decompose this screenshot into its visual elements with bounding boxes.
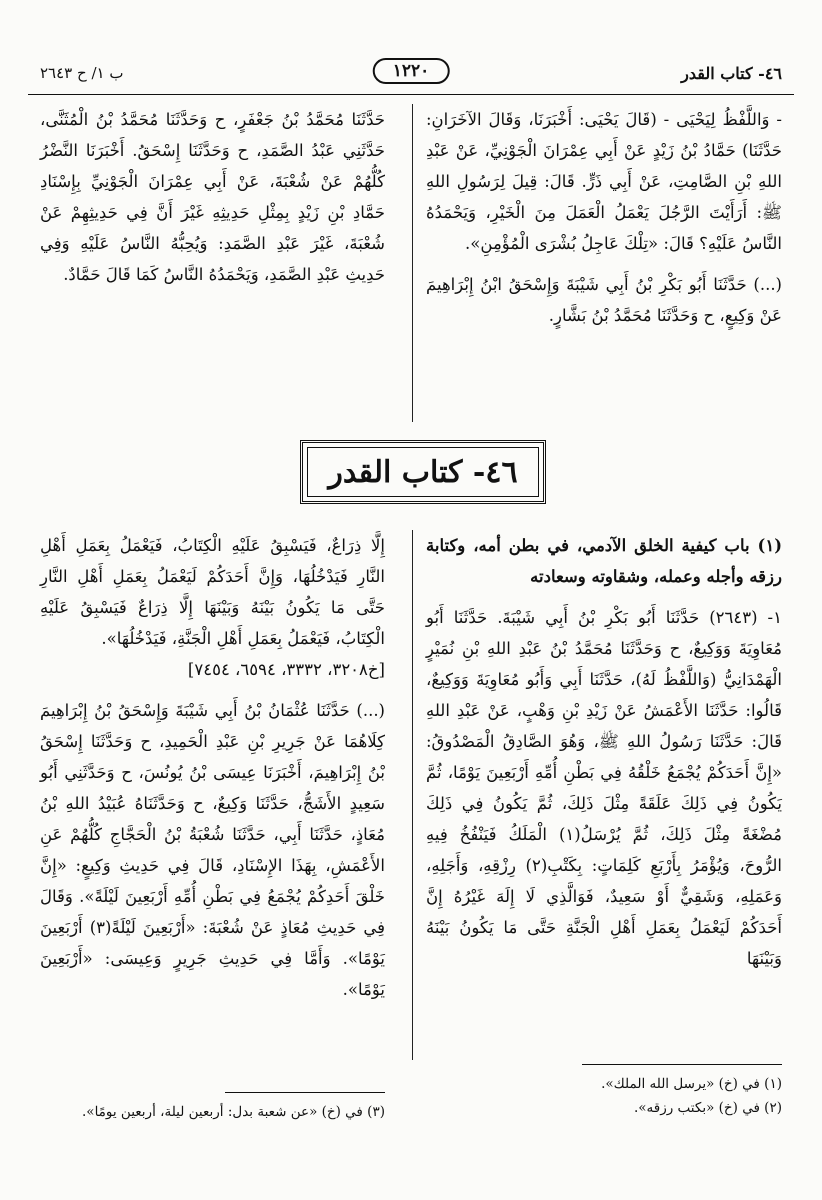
chapter-heading: (١) باب كيفية الخلق الآدمي، في بطن أمه، وكتابة رزقه وأجله وعمله، وشقاوته وسعادته (426, 536, 782, 586)
column-divider-top (412, 104, 413, 422)
footnote-rule-right (582, 1064, 782, 1065)
book-title-inner-border (307, 447, 539, 497)
paragraph: ١- (٢٦٤٣) حَدَّثَنَا أَبُو بَكْرِ بْنُ أَبِي شَيْبَةَ. حَدَّثَنَا أَبُو مُعَاوِيَةَ وَوَكِيعٌ، ح وَحَدَّثَنَا مُحَمَّدُ بْنُ عَبْدِ اللهِ بْنِ نُمَيْرٍ الْهَمْدَانِيُّ (وَاللَّفْظُ لَهُ)، حَدَّثَنَا أَبِي وَأَبُو مُعَاوِيَةَ وَوَكِيعٌ، قَالُوا: حَدَّثَنَا الأَعْمَشُ عَنْ زَيْدِ بْنِ وَهْبٍ، عَنْ عَبْدِ اللهِ قَالَ: حَدَّثَنَا رَسُولُ اللهِ ﷺ، وَهُوَ الصَّادِقُ الْمَصْدُوقُ: «إِنَّ أَحَدَكُمْ يُجْمَعُ خَلْقُهُ فِي بَطْنِ أُمِّهِ أَرْبَعِينَ يَوْمًا، ثُمَّ يَكُونُ فِي ذَلِكَ عَلَقَةً مِثْلَ ذَلِكَ، ثُمَّ يَكُونُ فِي ذَلِكَ مُضْغَةً مِثْلَ ذَلِكَ، ثُمَّ يُرْسَلُ(١) الْمَلَكُ فَيَنْفُخُ فِيهِ الرُّوحَ، وَيُؤْمَرُ بِأَرْبَعِ كَلِمَاتٍ: بِكَتْبِ(٢) رِزْقِهِ، وَأَجَلِهِ، وَعَمَلِهِ، وَشَقِيٌّ أَوْ سَعِيدٌ، فَوَالَّذِي لَا إِلَهَ غَيْرُهُ إِنَّ أَحَدَكُمْ لَيَعْمَلُ بِعَمَلِ أَهْلِ الْجَنَّةِ حَتَّى مَا يَكُونُ بَيْنَهُ وَبَيْنَهَا (426, 608, 782, 968)
paragraph: إِلَّا ذِرَاعٌ، فَيَسْبِقُ عَلَيْهِ الْكِتَابُ، فَيَعْمَلُ بِعَمَلِ أَهْلِ النَّارِ فَيَدْخُلُهَا، وَإِنَّ أَحَدَكُمْ لَيَعْمَلُ بِعَمَلِ أَهْلِ النَّارِ حَتَّى مَا يَكُونُ بَيْنَهُ وَبَيْنَهَا إِلَّا ذِرَاعٌ فَيَسْبِقُ عَلَيْهِ الْكِتَابُ، فَيَعْمَلُ بِعَمَلِ أَهْلِ الْجَنَّةِ، فَيَدْخُلُهَا». (40, 536, 385, 648)
page-number: ١٢٢٠ (373, 58, 450, 84)
footnotes-right (426, 1072, 782, 1120)
footnotes-left (40, 1100, 385, 1124)
top-left-column (40, 104, 385, 290)
book-title-frame (300, 440, 546, 504)
paragraph: حَدَّثَنَا مُحَمَّدُ بْنُ جَعْفَرٍ، ح وَحَدَّثَنَا مُحَمَّدُ بْنُ الْمُثَنَّى، حَدَّثَنِي عَبْدُ الصَّمَدِ، ح وَحَدَّثَنَا إِسْحَقُ. أَخْبَرَنَا النَّضْرُ كُلُّهُمْ عَنْ شُعْبَةَ، عَنْ أَبِي عِمْرَانَ الْجَوْنِيِّ بِإِسْنَادِ حَمَّادِ بْنِ زَيْدٍ بِمِثْلِ حَدِيثِهِ غَيْرَ أَنَّ فِي حَدِيثِهِمْ عَنْ شُعْبَةَ، غَيْرَ عَبْدِ الصَّمَدِ: وَيُحِبُّهُ النَّاسُ عَلَيْهِ وَفِي حَدِيثِ عَبْدِ الصَّمَدِ، وَيَحْمَدُهُ النَّاسُ كَمَا قَالَ حَمَّادٌ. (40, 110, 385, 284)
page-header (40, 58, 782, 94)
cross-reference: [خ٣٢٠٨، ٣٣٣٢، ٦٥٩٤، ٧٤٥٤] (187, 660, 385, 679)
footnote: (٢) في (خ) «بكتب رزقه». (633, 1100, 782, 1116)
top-right-column (426, 104, 782, 331)
bottom-right-column (426, 530, 782, 974)
running-title: ٤٦- كتاب القدر (681, 64, 782, 83)
book-title: ٤٦- كتاب القدر (328, 454, 518, 490)
header-rule (28, 94, 794, 95)
footnote-rule-left (225, 1092, 385, 1093)
footnote: (١) في (خ) «يرسل الله الملك». (601, 1076, 782, 1092)
footnote: (٣) في (خ) «عن شعبة بدل: أربعين ليلة، أربعين يومًا». (82, 1104, 385, 1120)
bottom-left-column (40, 530, 385, 1005)
hadith-reference: ب ١/ ح ٢٦٤٣ (40, 64, 124, 82)
paragraph: (...) حَدَّثَنَا أَبُو بَكْرِ بْنُ أَبِي شَيْبَةَ وَإِسْحَقُ ابْنُ إِبْرَاهِيمَ عَنْ وَكِيعٍ، ح وَحَدَّثَنَا مُحَمَّدُ بْنُ بَشَّارٍ. (426, 275, 782, 325)
column-divider-bottom (412, 530, 413, 1060)
paragraph: - وَاللَّفْظُ لِيَحْيَى - (قَالَ يَحْيَى: أَخْبَرَنَا، وَقَالَ الآخَرَانِ: حَدَّثَنَا) حَمَّادُ بْنُ زَيْدٍ عَنْ أَبِي عِمْرَانَ الْجَوْنِيِّ، عَنْ عَبْدِ اللهِ بْنِ الصَّامِتِ، عَنْ أَبِي ذَرٍّ. قَالَ: قِيلَ لِرَسُولِ اللهِ ﷺ: أَرَأَيْتَ الرَّجُلَ يَعْمَلُ الْعَمَلَ مِنَ الْخَيْرِ، وَيَحْمَدُهُ النَّاسُ عَلَيْهِ؟ قَالَ: «تِلْكَ عَاجِلُ بُشْرَى الْمُؤْمِنِ». (426, 110, 782, 253)
paragraph: (...) حَدَّثَنَا عُثْمَانُ بْنُ أَبِي شَيْبَةَ وَإِسْحَقُ بْنُ إِبْرَاهِيمَ كِلَاهُمَا عَنْ جَرِيرِ بْنِ عَبْدِ الْحَمِيدِ، ح وَحَدَّثَنَا إِسْحَقُ بْنُ إِبْرَاهِيمَ، أَخْبَرَنَا عِيسَى بْنُ يُونُسَ، ح وَحَدَّثَنِي أَبُو سَعِيدٍ الأَشَجُّ، حَدَّثَنَا وَكِيعٌ، ح وَحَدَّثَنَاهُ عُبَيْدُ اللهِ بْنُ مُعَاذٍ، حَدَّثَنَا أَبِي، حَدَّثَنَا شُعْبَةُ بْنُ الْحَجَّاجِ كُلُّهُمْ عَنِ الأَعْمَشِ، بِهَذَا الإِسْنَادِ، قَالَ فِي حَدِيثِ وَكِيعٍ: «إِنَّ خَلْقَ أَحَدِكُمْ يُجْمَعُ فِي بَطْنِ أُمِّهِ أَرْبَعِينَ لَيْلَةً». وَقَالَ فِي حَدِيثِ مُعَاذٍ عَنْ شُعْبَةَ: «أَرْبَعِينَ لَيْلَةً(٣) أَرْبَعِينَ يَوْمًا». وَأَمَّا فِي حَدِيثِ جَرِيرٍ وَعِيسَى: «أَرْبَعِينَ يَوْمًا». (40, 701, 385, 999)
